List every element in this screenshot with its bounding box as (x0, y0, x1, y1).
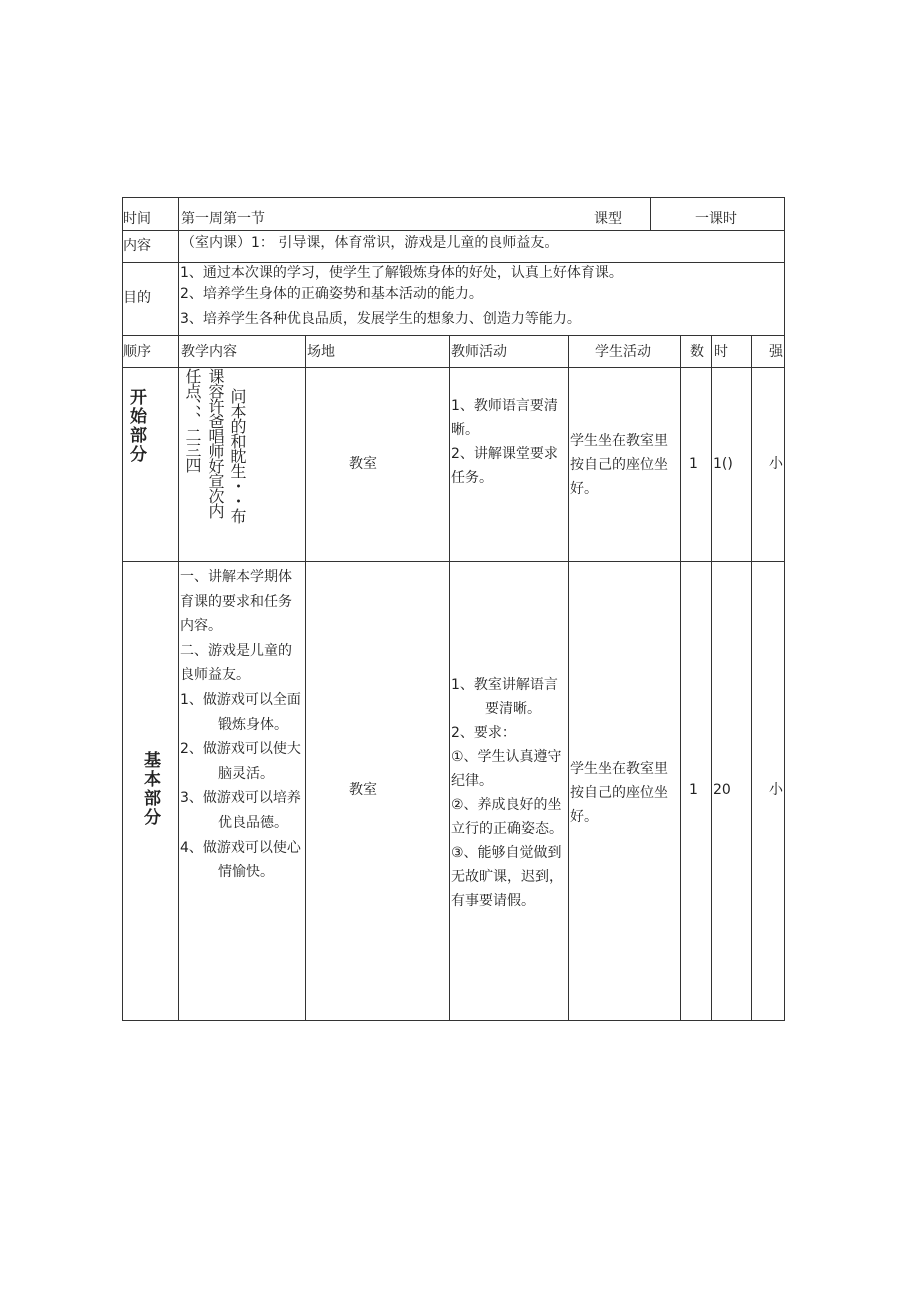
time-cell: 20 (713, 782, 731, 798)
time-label: 时间 (123, 211, 151, 227)
row-divider (122, 561, 785, 562)
content-item-number: 1、 (180, 691, 203, 708)
col-divider (449, 335, 450, 1021)
lesson-type-label: 课型 (594, 211, 622, 227)
content-item: 二、游戏是儿童的良师益友。 (180, 642, 292, 684)
col-divider (568, 335, 569, 1021)
table-border-right (784, 197, 785, 1021)
venue-cell: 教室 (349, 456, 377, 472)
table-border-bottom (122, 1020, 785, 1021)
content-column-text: 任点、、、二三四 (183, 368, 202, 472)
section-label-basic: 基本部分 (140, 751, 160, 827)
basic-content-list (180, 565, 305, 885)
content-column-text: 课容许爸唱师好宣次内 (206, 368, 225, 518)
teacher-activity-list (451, 673, 567, 913)
col-divider (751, 335, 752, 1021)
count-cell: 1 (689, 782, 698, 798)
content-item-number: 2、 (180, 741, 203, 758)
content-item-cont: 锻炼身体。 (218, 716, 288, 733)
venue-cell: 教室 (349, 782, 377, 798)
section-label-start: 开始部分 (126, 388, 146, 464)
content-item: 1、做游戏可以全面 (180, 691, 301, 708)
col-header-time: 时 (714, 344, 728, 360)
row-divider (122, 230, 785, 231)
teacher-item: 1、教室讲解语言 (451, 677, 558, 693)
content-item-number: 4、 (180, 839, 203, 856)
time-value: 第一周第一节 (181, 211, 265, 227)
table-border-top (122, 197, 785, 198)
table-border-left (122, 197, 123, 1021)
count-cell: 1 (689, 456, 698, 472)
goal-item: 1、通过本次课的学习，使学生了解锻炼身体的好处，认真上好体育课。 (180, 265, 623, 281)
content-item: 2、做游戏可以使大 (180, 741, 301, 758)
student-activity-cell: 学生坐在教室里按自己的座位坐好。 (570, 433, 668, 497)
col-divider (305, 335, 306, 1021)
content-item: 3、做游戏可以培养 (180, 790, 301, 807)
col-header-student: 学生活动 (595, 344, 651, 360)
content-item: 一、讲解本学期体育课的要求和任务内容。 (180, 569, 292, 635)
intensity-cell: 小 (769, 456, 783, 472)
content-column-text: 问本的和眈生・・布 (228, 388, 247, 523)
col-divider (178, 197, 179, 1021)
col-header-intensity: 强 (769, 344, 783, 360)
goal-item: 3、培养学生各种优良品质，发展学生的想象力、创造力等能力。 (180, 311, 581, 327)
content-item-cont: 情愉快。 (218, 864, 274, 881)
lesson-type-value: 一课时 (695, 211, 737, 227)
content-label: 内容 (123, 238, 151, 254)
content-item-cont: 脑灵活。 (218, 765, 274, 782)
content-item-cont: 优良品德。 (218, 814, 288, 831)
col-header-teacher: 教师活动 (451, 344, 507, 360)
teacher-item: ②、养成良好的坐立行的正确姿态。 (451, 797, 563, 837)
teacher-item: 要清晰。 (485, 701, 541, 717)
student-activity-cell: 学生坐在教室里按自己的座位坐好。 (570, 761, 668, 825)
intensity-cell: 小 (769, 782, 783, 798)
col-divider (711, 335, 712, 1021)
teacher-activity-cell: 1、教师语言要清晰。 2、讲解课堂要求任务。 (451, 398, 558, 486)
col-divider (650, 197, 651, 230)
content-item: 4、做游戏可以使心 (180, 839, 301, 856)
col-header-count: 数 (690, 344, 704, 360)
teacher-item: 2、要求： (451, 725, 516, 741)
teacher-item: ③、能够自觉做到无故旷课，迟到，有事要请假。 (451, 845, 563, 909)
goal-label: 目的 (123, 290, 151, 306)
teacher-item: ①、学生认真遵守纪律。 (451, 749, 562, 789)
col-header-venue: 场地 (307, 344, 335, 360)
col-header-content: 教学内容 (181, 344, 237, 360)
goal-item: 2、培养学生身体的正确姿势和基本活动的能力。 (180, 286, 483, 302)
row-divider (122, 335, 785, 336)
time-cell: 1() (713, 456, 733, 472)
content-value: （室内课）1： 引导课，体育常识，游戏是儿童的良师益友。 (181, 235, 559, 251)
content-item-number: 3、 (180, 790, 203, 807)
col-header-order: 顺序 (123, 344, 151, 360)
